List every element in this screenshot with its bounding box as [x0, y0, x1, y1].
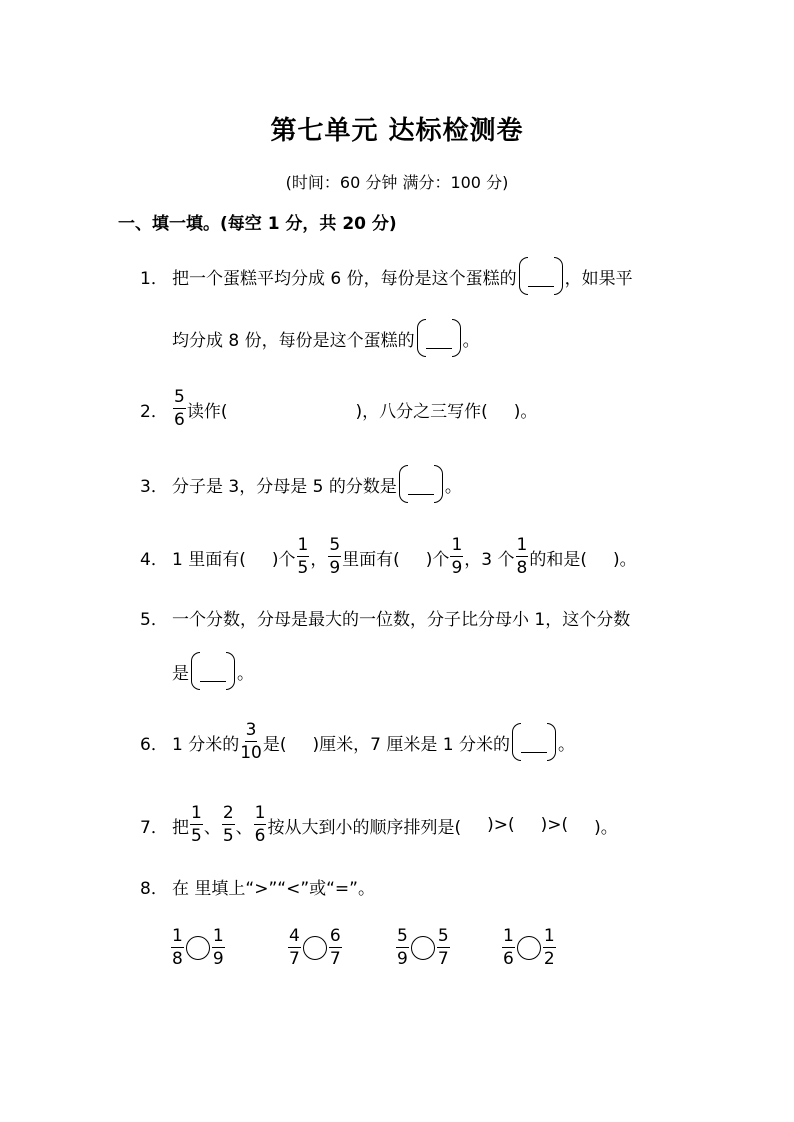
question-text: 。	[558, 734, 575, 755]
question-text: )。	[594, 817, 618, 838]
compare-item	[170, 918, 226, 978]
fraction: $\frac{5}{9}$	[397, 926, 408, 969]
question-text: 分子是 3，分母是 5 的分数是	[172, 476, 397, 497]
fraction: $\frac{1}{8}$	[516, 535, 528, 578]
question-text: 在 里填上“>”“<”或“=”。	[172, 878, 375, 899]
fraction: $\frac{1}{6}$	[254, 803, 266, 846]
question-text: ，3 个	[464, 549, 515, 570]
question-text: )厘米，7 厘米是 1 分米的	[312, 734, 510, 755]
question-text: )。	[513, 401, 538, 422]
question-text: 里面有(	[342, 549, 400, 570]
question-5-continued	[172, 641, 254, 701]
question-2	[140, 379, 537, 439]
question-text: 把	[172, 817, 189, 838]
fraction: $\frac{6}{7}$	[329, 926, 341, 969]
question-text: 1 分米的	[172, 734, 240, 755]
question-text: 读作(	[186, 401, 228, 422]
separator: 、	[235, 817, 253, 838]
question-text: 。	[462, 330, 480, 351]
question-text: 一个分数，分母是最大的一位数，分子比分母小 1，这个分数	[172, 609, 631, 630]
fraction: $\frac{4}{7}$	[289, 926, 300, 969]
question-text: )，八分之三写作(	[355, 401, 488, 422]
question-text: 是	[172, 663, 189, 684]
question-text: 按从大到小的顺序排列是(	[267, 817, 462, 838]
question-number: 7．	[140, 817, 168, 838]
question-number: 3．	[140, 476, 168, 497]
question-text: 1 里面有(	[172, 549, 246, 570]
fraction: $\frac{1}{9}$	[212, 926, 224, 969]
question-text: )>(	[540, 815, 569, 835]
answer-blank[interactable]	[512, 723, 556, 761]
fraction: $\frac{5}{6}$	[174, 387, 185, 430]
question-text: 。	[237, 663, 254, 684]
separator: 、	[203, 817, 221, 838]
question-text: 。	[444, 476, 462, 497]
compare-circle[interactable]	[411, 936, 435, 960]
compare-circle[interactable]	[186, 936, 210, 960]
fraction: $\frac{1}{9}$	[451, 535, 463, 578]
fraction: $\frac{1}{5}$	[191, 803, 202, 846]
section-heading: 一、填一填。(每空 1 分，共 20 分)	[118, 214, 397, 234]
fraction: $\frac{1}{6}$	[503, 926, 514, 969]
question-text: )>(	[487, 815, 515, 835]
question-text: 均分成 8 份，每份是这个蛋糕的	[172, 330, 415, 351]
fraction: $\frac{2}{5}$	[222, 803, 234, 846]
fraction: $\frac{1}{5}$	[297, 535, 309, 578]
page-title: 第七单元 达标检测卷	[270, 116, 524, 146]
question-1-continued	[172, 308, 480, 368]
fraction: $\frac{3}{10}$	[240, 720, 262, 763]
question-text: ，	[310, 549, 328, 570]
compare-item	[501, 918, 557, 978]
question-4	[140, 527, 637, 587]
answer-blank[interactable]	[191, 652, 235, 690]
question-text: 的和是(	[529, 549, 587, 570]
compare-circle[interactable]	[517, 936, 541, 960]
question-text: )个	[425, 549, 450, 570]
compare-item	[287, 918, 343, 978]
question-number: 4．	[140, 549, 168, 570]
question-number: 8．	[140, 878, 168, 899]
fraction: $\frac{5}{9}$	[329, 535, 341, 578]
question-5	[140, 587, 630, 647]
question-3	[140, 454, 462, 514]
compare-item	[395, 918, 451, 978]
fraction: $\frac{1}{2}$	[543, 926, 555, 969]
question-number: 2．	[140, 401, 168, 422]
question-number: 1．	[140, 268, 168, 289]
fraction: $\frac{1}{8}$	[172, 926, 183, 969]
question-text: 是(	[262, 734, 287, 755]
question-number: 5．	[140, 609, 168, 630]
question-number: 6．	[140, 734, 168, 755]
answer-blank[interactable]	[399, 465, 443, 503]
answer-blank[interactable]	[519, 257, 563, 295]
answer-blank[interactable]	[417, 319, 461, 357]
question-text: ，如果平	[564, 268, 633, 289]
question-text: )个	[271, 549, 296, 570]
question-1	[140, 246, 633, 306]
fraction: $\frac{5}{7}$	[437, 926, 449, 969]
compare-circle[interactable]	[303, 936, 327, 960]
question-8	[140, 856, 375, 916]
question-text: 把一个蛋糕平均分成 6 份，每份是这个蛋糕的	[172, 268, 517, 289]
question-text: )。	[612, 549, 637, 570]
question-6	[140, 712, 575, 772]
question-7	[140, 795, 618, 855]
exam-info: (时间：60 分钟 满分：100 分)	[285, 173, 509, 192]
